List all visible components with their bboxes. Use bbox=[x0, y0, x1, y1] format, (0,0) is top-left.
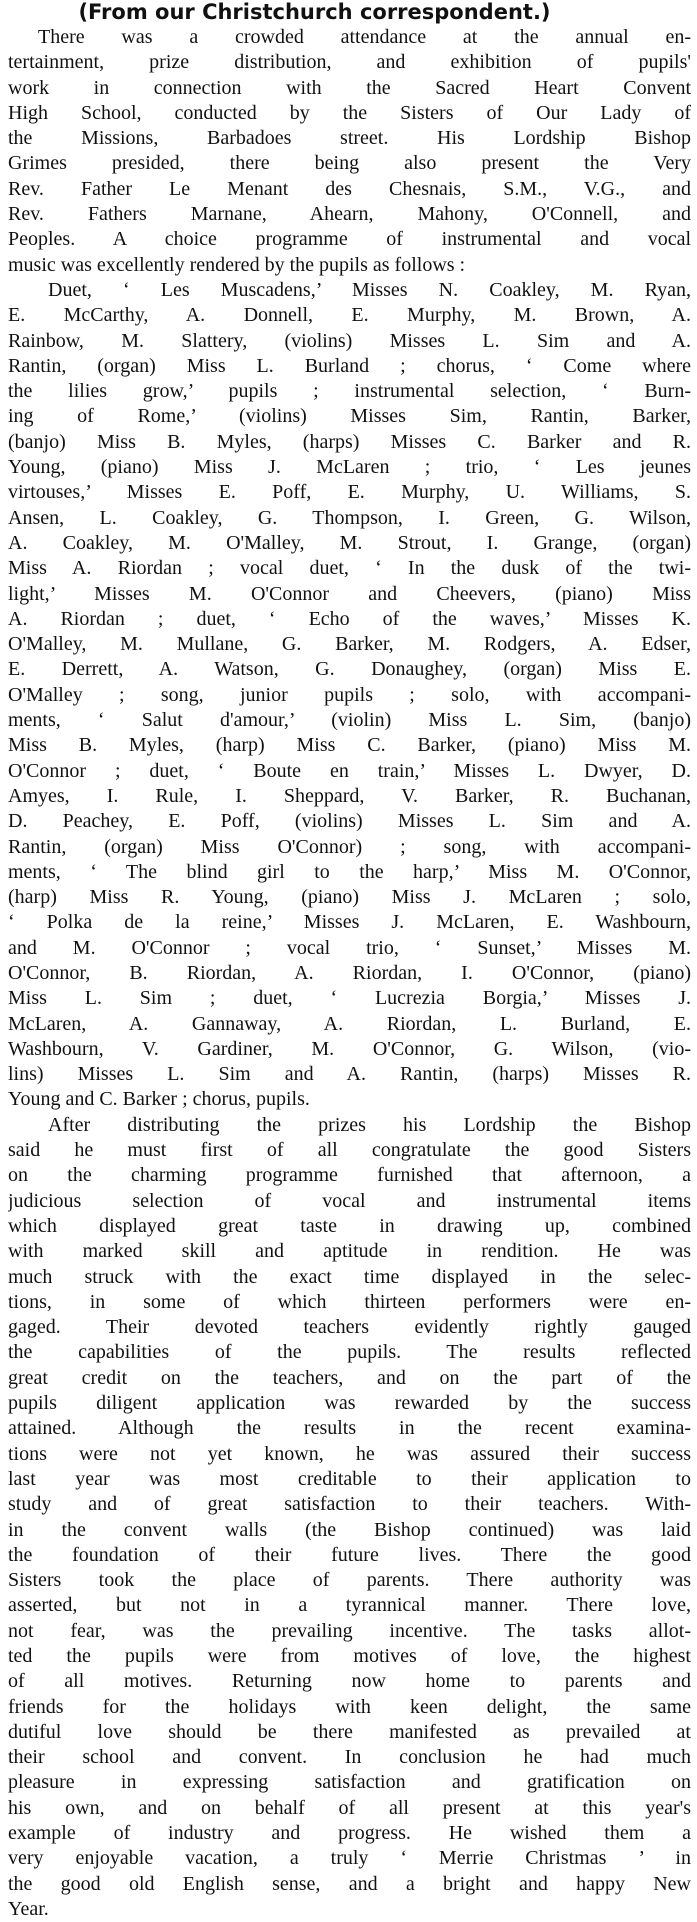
text-line: the foundation of their future lives. There the good bbox=[8, 1543, 691, 1566]
text-line: not fear, was the prevailing incentive. The tasks allot- bbox=[8, 1619, 691, 1642]
text-line: example of industry and progress. He wished them a bbox=[8, 1822, 691, 1845]
text-line: Rainbow, M. Slattery, (violins) Misses L. Sim and A. bbox=[8, 329, 691, 352]
text-line: the lilies grow,’ pupils ; instrumental selection, ‘ Burn- bbox=[8, 380, 691, 403]
text-line: Miss L. Sim ; duet, ‘ Lucrezia Borgia,’ Misses J. bbox=[8, 987, 691, 1010]
article-dateline: (From our Christchurch correspondent.) bbox=[78, 0, 551, 24]
article-paragraph bbox=[8, 25, 691, 278]
text-line: the capabilities of the pupils. The results reflected bbox=[8, 1341, 691, 1364]
text-line: Ansen, L. Coakley, G. Thompson, I. Green, G. Wilson, bbox=[8, 506, 691, 529]
text-line: virtouses,’ Misses E. Poff, E. Murphy, U. Williams, S. bbox=[8, 481, 691, 504]
article-body bbox=[8, 25, 691, 1922]
text-line: O'Connor ; duet, ‘ Boute en train,’ Misses L. Dwyer, D. bbox=[8, 759, 691, 782]
text-line: McLaren, A. Gannaway, A. Riordan, L. Burland, E. bbox=[8, 1012, 691, 1035]
text-line: friends for the holidays with keen delight, the same bbox=[8, 1695, 691, 1718]
text-line: A. Riordan ; duet, ‘ Echo of the waves,’ Misses K. bbox=[8, 607, 691, 630]
text-line: D. Peachey, E. Poff, (violins) Misses L. Sim and A. bbox=[8, 810, 691, 833]
text-line: ments, ‘ The blind girl to the harp,’ Miss M. O'Connor, bbox=[8, 860, 691, 883]
text-line: Peoples. A choice programme of instrumental and vocal bbox=[8, 228, 691, 251]
text-line: music was excellently rendered by the pupils as follows : bbox=[8, 253, 466, 276]
text-line: Miss B. Myles, (harp) Miss C. Barker, (piano) Miss M. bbox=[8, 734, 691, 757]
text-line: (banjo) Miss B. Myles, (harps) Misses C. Barker and R. bbox=[8, 430, 691, 453]
text-line: said he must first of all congratulate the good Sisters bbox=[8, 1139, 691, 1162]
text-line: work in connection with the Sacred Heart Convent bbox=[8, 76, 691, 99]
text-line: the Missions, Barbadoes street. His Lordship Bishop bbox=[8, 127, 691, 150]
text-line: pleasure in expressing satisfaction and gratification on bbox=[8, 1771, 691, 1794]
text-line: ing of Rome,’ (violins) Misses Sim, Rantin, Barker, bbox=[8, 405, 691, 428]
text-line: Duet, ‘ Les Muscadens,’ Misses N. Coakley, M. Ryan, bbox=[48, 278, 691, 301]
text-line: pupils diligent application was rewarded by the success bbox=[8, 1392, 691, 1415]
article-paragraph bbox=[8, 278, 691, 1113]
text-line: in the convent walls (the Bishop continued) was laid bbox=[8, 1518, 691, 1541]
text-line: High School, conducted by the Sisters of Our Lady of bbox=[8, 101, 691, 124]
text-line: E. McCarthy, A. Donnell, E. Murphy, M. Brown, A. bbox=[8, 304, 691, 327]
text-line: ‘ Polka de la reine,’ Misses J. McLaren, E. Washbourn, bbox=[8, 911, 691, 934]
text-line: judicious selection of vocal and instrumental items bbox=[8, 1189, 691, 1212]
text-line: O'Malley ; song, junior pupils ; solo, with accompani- bbox=[8, 683, 691, 706]
text-line: gaged. Their devoted teachers evidently rightly gauged bbox=[8, 1316, 691, 1339]
text-line: his own, and on behalf of all present at this year's bbox=[8, 1796, 691, 1819]
text-line: light,’ Misses M. O'Connor and Cheevers, (piano) Miss bbox=[8, 582, 691, 605]
text-line: After distributing the prizes his Lordship the Bishop bbox=[48, 1113, 691, 1136]
text-line: Amyes, I. Rule, I. Sheppard, V. Barker, R. Buchanan, bbox=[8, 784, 691, 807]
text-line: Washbourn, V. Gardiner, M. O'Connor, G. Wilson, (vio- bbox=[8, 1037, 691, 1060]
text-line: Grimes presided, there being also present the Very bbox=[8, 152, 691, 175]
text-line: (harp) Miss R. Young, (piano) Miss J. McLaren ; solo, bbox=[8, 886, 691, 909]
text-line: last year was most creditable to their application to bbox=[8, 1467, 691, 1490]
text-line: ments, ‘ Salut d'amour,’ (violin) Miss L. Sim, (banjo) bbox=[8, 709, 691, 732]
text-line: Rantin, (organ) Miss O'Connor) ; song, with accompani- bbox=[8, 835, 691, 858]
text-line: tions, in some of which thirteen performers were en- bbox=[8, 1290, 691, 1313]
text-line: Miss A. Riordan ; vocal duet, ‘ In the dusk of the twi- bbox=[8, 557, 691, 580]
text-line: great credit on the teachers, and on the part of the bbox=[8, 1366, 691, 1389]
text-line: lins) Misses L. Sim and A. Rantin, (harps) Misses R. bbox=[8, 1063, 691, 1086]
text-line: the good old English sense, and a bright and happy New bbox=[8, 1872, 691, 1895]
text-line: Young, (piano) Miss J. McLaren ; trio, ‘ Les jeunes bbox=[8, 456, 691, 479]
article-paragraph bbox=[8, 1113, 691, 1922]
text-line: Rantin, (organ) Miss L. Burland ; chorus, ‘ Come where bbox=[8, 354, 691, 377]
text-line: much struck with the exact time displayed in the selec- bbox=[8, 1265, 691, 1288]
text-line: A. Coakley, M. O'Malley, M. Strout, I. Grange, (organ) bbox=[8, 531, 691, 554]
text-line: dutiful love should be there manifested as prevailed at bbox=[8, 1720, 691, 1743]
text-line: of all motives. Returning now home to parents and bbox=[8, 1670, 691, 1693]
text-line: O'Connor, B. Riordan, A. Riordan, I. O'Connor, (piano) bbox=[8, 961, 691, 984]
text-line: Rev. Fathers Marnane, Ahearn, Mahony, O'Connell, and bbox=[8, 203, 691, 226]
text-line: Young and C. Barker ; chorus, pupils. bbox=[8, 1088, 310, 1111]
text-line: ted the pupils were from motives of love, the highest bbox=[8, 1645, 691, 1667]
text-line: O'Malley, M. Mullane, G. Barker, M. Rodgers, A. Edser, bbox=[8, 633, 691, 656]
text-line: Rev. Father Le Menant des Chesnais, S.M., V.G., and bbox=[8, 177, 691, 200]
text-line: with marked skill and aptitude in rendition. He was bbox=[8, 1240, 691, 1263]
text-line: tions were not yet known, he was assured their success bbox=[8, 1442, 691, 1465]
text-line: attained. Although the results in the recent examina- bbox=[8, 1417, 691, 1440]
text-line: their school and convent. In conclusion he had much bbox=[8, 1746, 691, 1769]
text-line: E. Derrett, A. Watson, G. Donaughey, (organ) Miss E. bbox=[8, 658, 691, 681]
text-line: There was a crowded attendance at the annual en- bbox=[38, 26, 691, 48]
text-line: on the charming programme furnished that afternoon, a bbox=[8, 1164, 691, 1187]
text-line: Sisters took the place of parents. There authority was bbox=[8, 1569, 691, 1592]
text-line: and M. O'Connor ; vocal trio, ‘ Sunset,’ Misses M. bbox=[8, 936, 691, 959]
text-line: Year. bbox=[8, 1897, 49, 1920]
text-line: which displayed great taste in drawing up, combined bbox=[8, 1214, 691, 1237]
text-line: study and of great satisfaction to their teachers. With- bbox=[8, 1493, 691, 1516]
text-line: asserted, but not in a tyrannical manner. There love, bbox=[8, 1594, 691, 1617]
text-line: very enjoyable vacation, a truly ‘ Merrie Christmas ’ in bbox=[8, 1847, 691, 1870]
text-line: tertainment, prize distribution, and exhibition of pupils' bbox=[8, 51, 691, 74]
